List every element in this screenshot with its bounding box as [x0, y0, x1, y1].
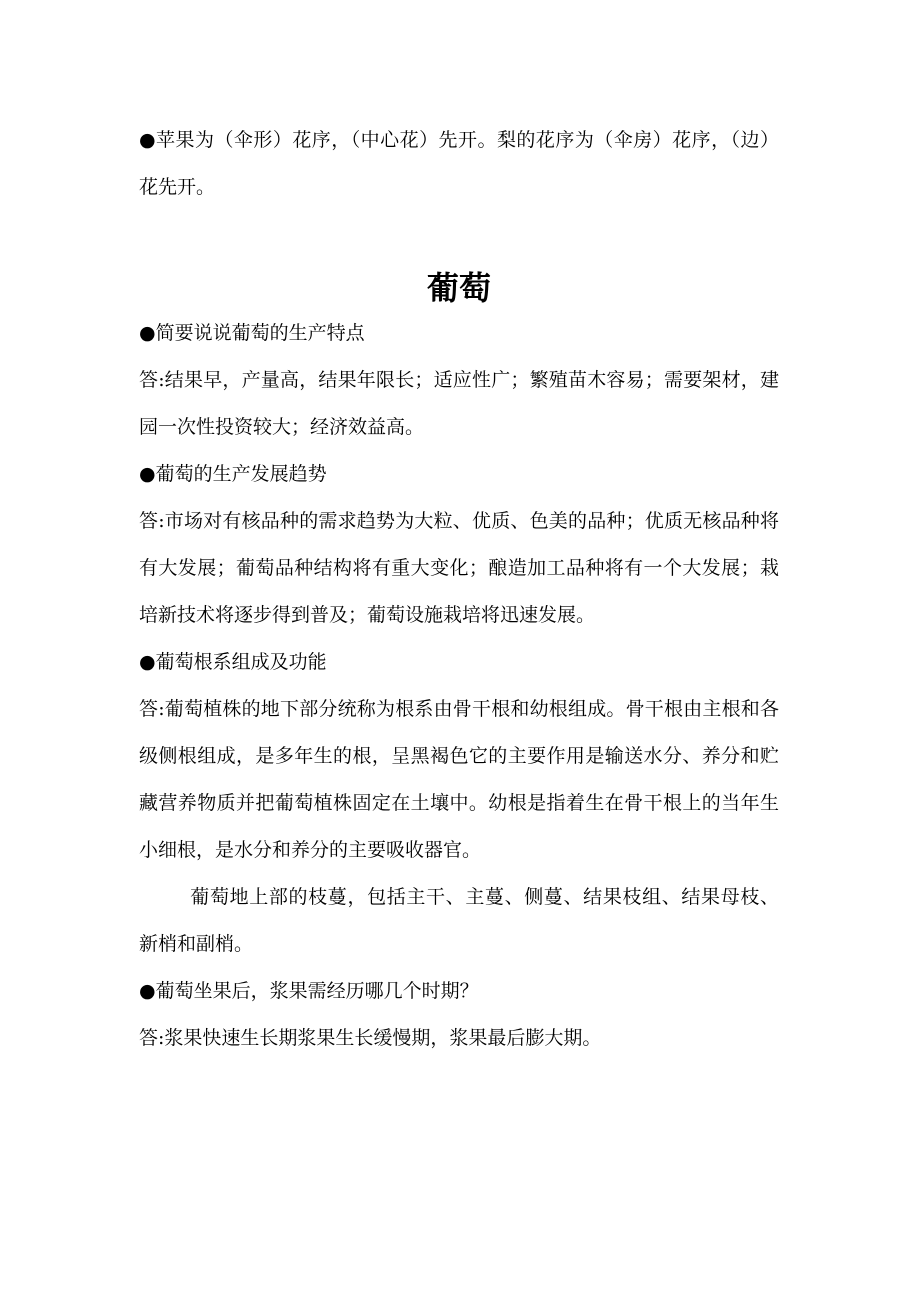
answer-1: 答:结果早，产量高，结果年限长；适应性广；繁殖苗木容易；需要架材，建园一次性投资较大；经济效益高。 — [139, 369, 779, 438]
question-1: ●简要说说葡萄的生产特点 — [139, 322, 365, 344]
apple-pear-paragraph: ●苹果为（伞形）花序，（中心花）先开。梨的花序为（伞房）花序，（边）花先开。 — [139, 129, 779, 198]
answer-3: 答:葡萄植株的地下部分统称为根系由骨干根和幼根组成。骨干根由主根和各级侧根组成，是多年生的根，呈黑褐色它的主要作用是输送水分、养分和贮藏营养物质并把葡萄植株固定在土壤中。幼根是指着生在骨干根上的当年生小细根，是水分和养分的主要吸收器官。 — [139, 698, 779, 861]
question-2: ●葡萄的生产发展趋势 — [139, 463, 327, 485]
section-title: 葡萄 — [426, 269, 491, 307]
question-4: ●葡萄坐果后，浆果需经历哪几个时期？ — [139, 980, 479, 1002]
qa-block-3 — [139, 639, 779, 968]
qa-block-4 — [139, 968, 779, 1062]
answer-4: 答:浆果快速生长期浆果生长缓慢期，浆果最后膨大期。 — [139, 1027, 602, 1049]
answer-2: 答:市场对有核品种的需求趋势为大粒、优质、色美的品种；优质无核品种将有大发展；葡萄品种结构将有重大变化；酿造加工品种将有一个大发展；栽培新技术将逐步得到普及；葡萄设施栽培将迅速发展。 — [139, 510, 779, 626]
qa-block-1 — [139, 310, 779, 451]
qa-block-2 — [139, 451, 779, 639]
document-page — [139, 117, 779, 1062]
answer-3-extra: 葡萄地上部的枝蔓，包括主干、主蔓、侧蔓、结果枝组、结果母枝、新梢和副梢。 — [139, 886, 779, 955]
question-3: ●葡萄根系组成及功能 — [139, 651, 327, 673]
